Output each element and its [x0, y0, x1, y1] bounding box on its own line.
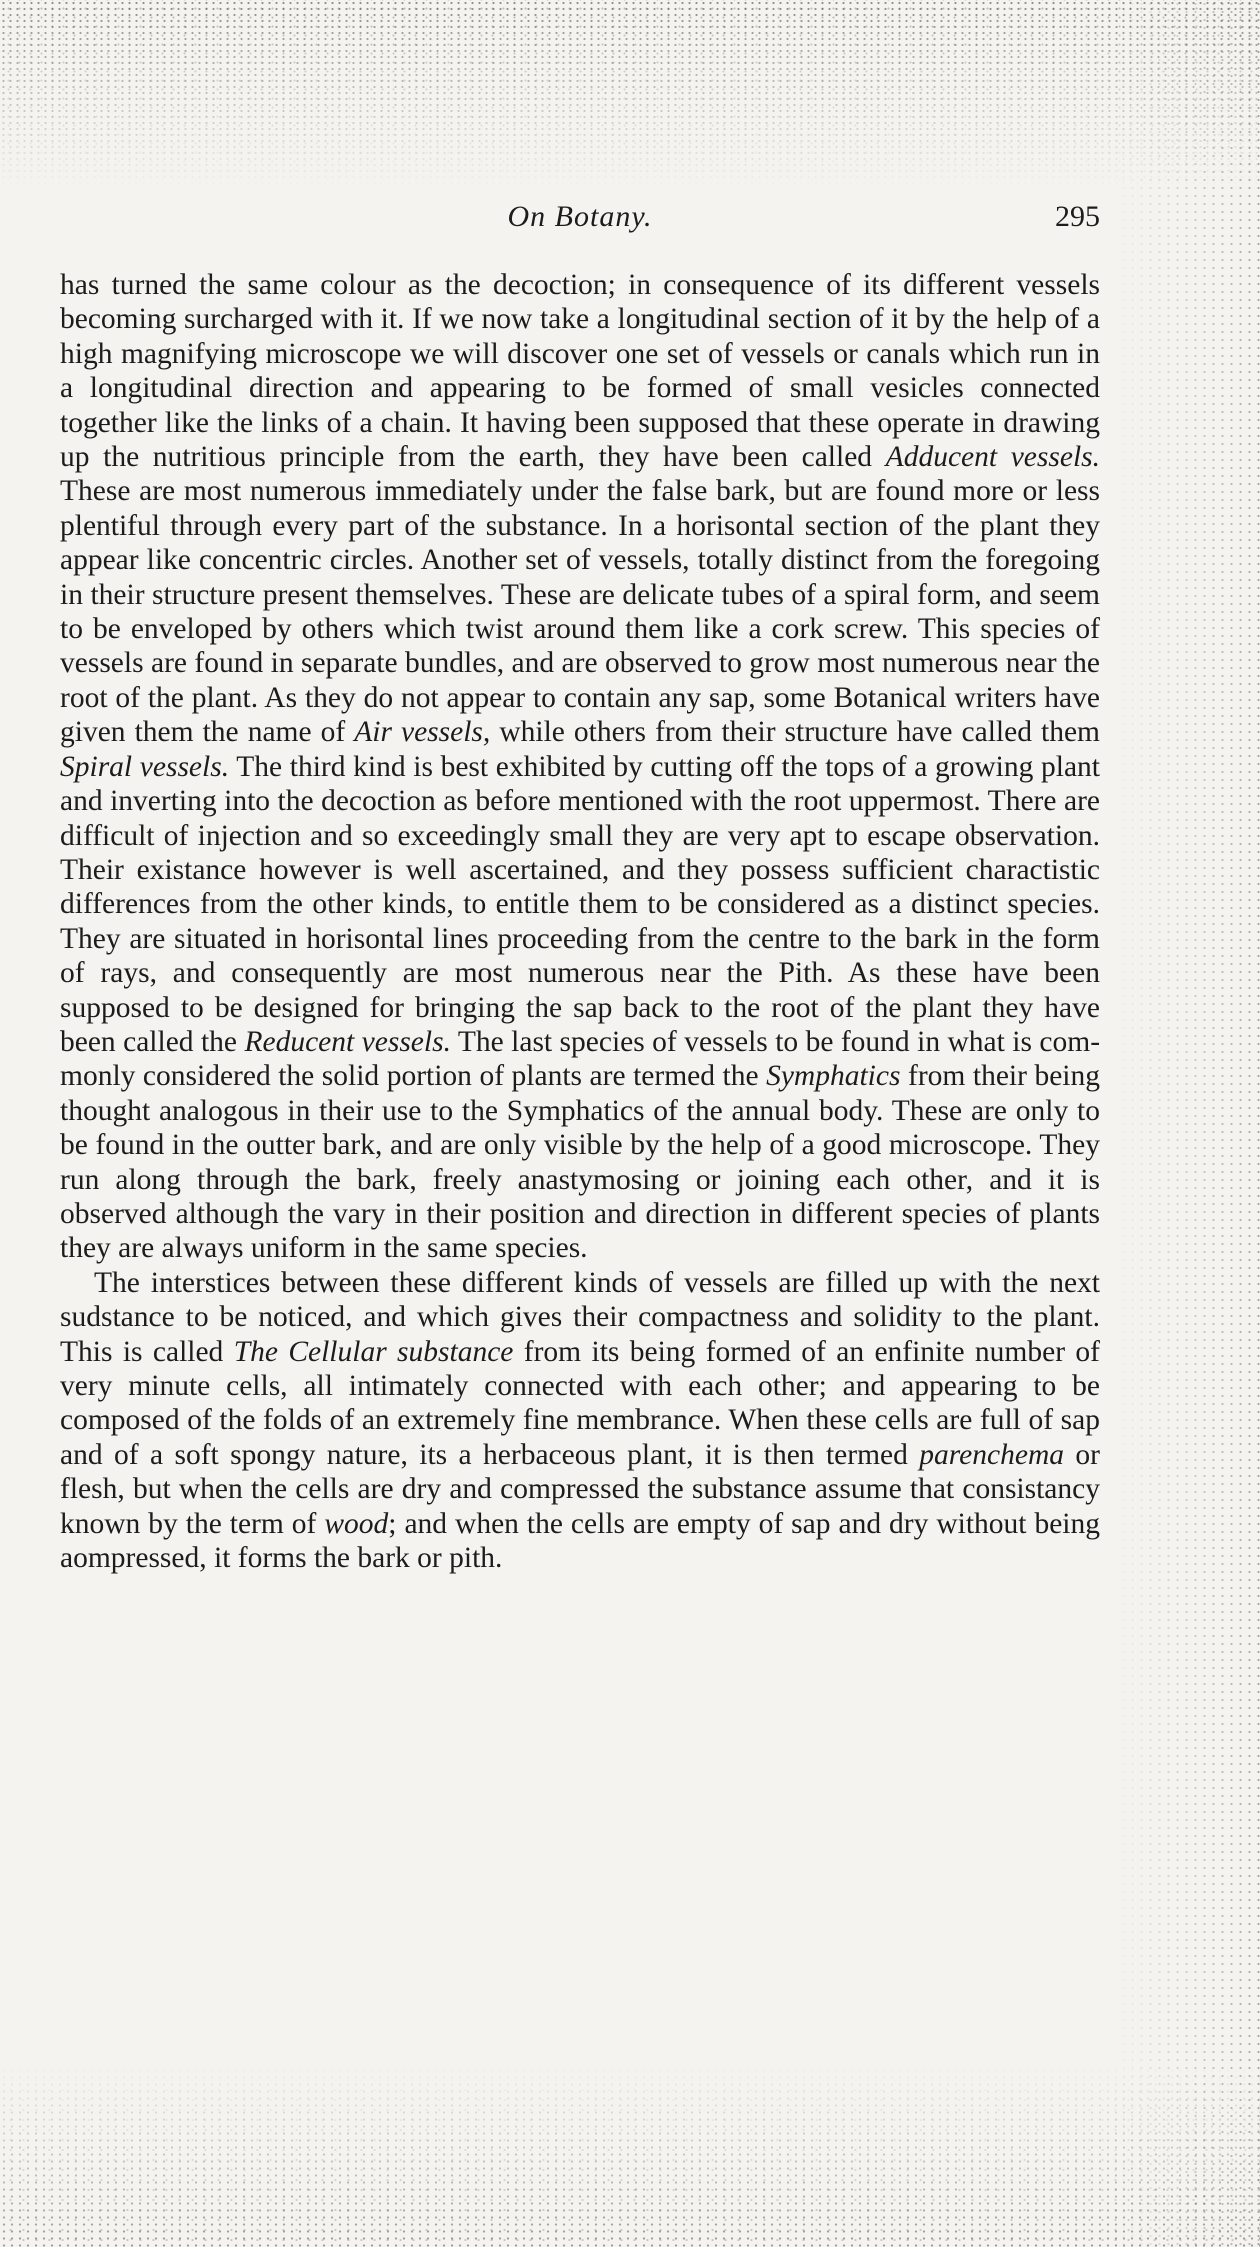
page-header	[60, 200, 1100, 250]
paragraph-1-text-c: while others from their structure have called them	[490, 716, 1100, 749]
term-parenchema: parenchema	[919, 1438, 1065, 1471]
paragraph-1-text-b: These are most numerous immediately under the false bark, but are found more or less plentiful through every part of the substance. In a horisontal section of the plant they appear like concentric circles. Another set of vessels, totally distinct from the foregoing in their structure present themselves. These are delicate tubes of a spiral form, and seem to be enveloped by others which twist around them like a cork screw. This species of vessels are found in separate bundles, and are observed to grow most numerous near the root of the plant. As they do not appear to contain any sap, some Botanical writers have given them the name of	[60, 475, 1100, 749]
term-adducent-vessels: Adducent vessels.	[885, 441, 1100, 474]
paragraph-2-text-c: or flesh, but when the cells are dry and compressed the substance assume that consistancy known by the term of	[60, 1438, 1100, 1540]
scan-noise-top	[0, 0, 1260, 190]
term-cellular-substance: The Cellular substance	[233, 1335, 514, 1368]
paragraph-2-text-b: from its being formed of an enfinite number of very minute cells, all intimately connected with each other; and appearing to be composed of the folds of an extremely fine membrance. When these cells are full of sap and of a soft spongy nature, its a herbaceous plant, it is then termed	[60, 1335, 1100, 1471]
page-number: 295	[1055, 200, 1100, 233]
paragraph-1-text-d: The third kind is best exhibited by cutting off the tops of a growing plant and inverting into the decoction as before mentioned with the root uppermost. There are difficult of injection and so exceedingly small they are very apt to escape observation. Their existance however is well ascertained, and they possess sufficient charactistic differences from the other kinds, to entitle them to be considered as a distinct species. They are situated in horisontal lines proceeding from the centre to the bark in the form of rays, and consequently are most numerous near the Pith. As these have been supposed to be designed for bringing the sap back to the root of the plant they have been called the	[60, 750, 1101, 1058]
paragraph-2	[60, 1266, 1100, 1576]
term-spiral-vessels: Spiral vessels.	[60, 750, 230, 783]
term-wood: wood	[324, 1507, 389, 1540]
paragraph-1	[60, 268, 1100, 1266]
term-symphatics: Symphatics	[766, 1060, 901, 1093]
paragraph-1-text-a: has turned the same colour as the decoction; in consequence of its different vessels becoming surcharged with it. If we now take a longitudinal section of it by the help of a high magnifying microscope we will discover one set of vessels or canals which run in a longitudinal direction and appearing to be formed of small vesicles connected together like the links of a chain. It having been supposed that these operate in drawing up the nutritious principle from the earth, they have been called	[60, 269, 1100, 474]
body-text	[60, 268, 1100, 1575]
term-reducent-vessels: Reducent vessels.	[244, 1025, 451, 1058]
paragraph-2-text-d: ; and when the cells are empty of sap and dry without being aompressed, it forms the bark or pith.	[60, 1507, 1100, 1575]
scan-noise-bottom	[0, 2060, 1260, 2247]
paragraph-1-text-e: The last species of vessels to be found in what is commonly considered the solid portion of plants are termed the	[60, 1025, 1101, 1093]
scan-noise-right	[1110, 0, 1260, 2247]
paragraph-2-text-a: The interstices between these different kinds of vessels are filled up with the next sudstance to be noticed, and which gives their compactness and solidity to the plant. This is called	[60, 1266, 1100, 1368]
running-head: On Botany.	[507, 200, 653, 233]
paragraph-1-text-f: from their being thought analogous in their use to the Symphatics of the annual body. These are only to be found in the outter bark, and are only visible by the help of a good microscope. They run along through the bark, freely anastymosing or joining each other, and it is observed although the vary in their position and direction in different species of plants they are always uniform in the same species.	[60, 1060, 1100, 1265]
term-air-vessels: Air vessels,	[354, 716, 491, 749]
